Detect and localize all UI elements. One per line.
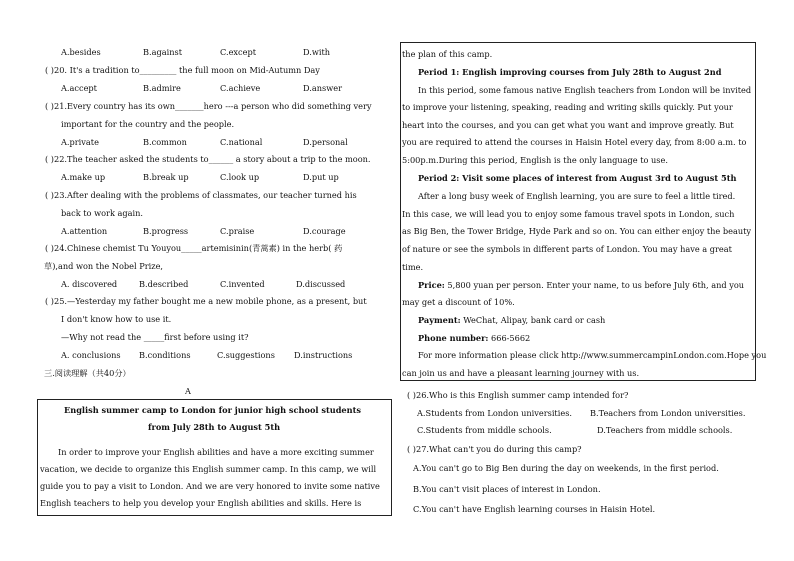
passage-line: you are required to attend the courses in Haisin Hotel every day, from 8:00 a.m. to [402,137,747,147]
passage-line: English teachers to help you develop your English abilities and skills. Here is [40,498,362,508]
q19-option-b[interactable]: B.against [143,47,183,57]
passage-line: vacation, we decide to organize this English summer camp. In this camp, we will [40,464,377,474]
q25-stem-line2: I don't know how to use it. [61,314,172,324]
q21-option-d[interactable]: D.personal [303,137,348,147]
q21-option-a[interactable]: A.private [61,137,99,147]
passage-line: of nature or see the symbols in different parts of London. You may have a great [402,244,732,254]
q23-option-c[interactable]: C.praise [220,226,255,236]
section-heading: 三.阅读理解（共40分） [44,368,131,378]
q19-option-a[interactable]: A.besides [61,47,101,57]
passage-letter: A [185,386,191,396]
q20-option-c[interactable]: C.achieve [220,83,261,93]
period2-heading: Period 2: Visit some places of interest from August 3rd to August 5th [418,173,737,183]
passage-box-left [37,399,392,516]
q25-option-d[interactable]: D.instructions [294,350,353,360]
q23-option-d[interactable]: D.courage [303,226,346,236]
q26-option-c[interactable]: C.Students from middle schools. [417,425,552,435]
q23-stem-line1: ( )23.After dealing with the problems of classmates, our teacher turned his [45,190,357,200]
period1-heading: Period 1: English improving courses from July 28th to August 2nd [418,67,722,77]
q20-option-b[interactable]: B.admire [143,83,181,93]
payment-line [418,315,605,326]
q19-option-c[interactable]: C.except [220,47,256,57]
q24-option-a[interactable]: A. discovered [61,279,118,289]
q27-option-b[interactable]: B.You can't visit places of interest in London. [413,484,601,494]
q26-option-d[interactable]: D.Teachers from middle schools. [597,425,733,435]
price-text: 5,800 yuan per person. Enter your name, to us before July 6th, and you [444,280,745,290]
q26-stem: ( )26.Who is this English summer camp intended for? [407,390,629,400]
q21-stem-line2: important for the country and the people. [61,119,235,129]
q25-option-a[interactable]: A. conclusions [61,350,121,360]
q24-option-d[interactable]: D.discussed [296,279,346,289]
passage-line: may get a discount of 10%. [402,297,515,307]
passage-line: guide you to pay a visit to London. And we are very honored to invite some native [40,481,380,491]
q24-option-c[interactable]: C.invented [220,279,265,289]
camp-title-line2: from July 28th to August 5th [148,422,281,432]
q23-stem-line2: back to work again. [61,208,144,218]
q20-stem: ( )20. It's a tradition to_________ the full moon on Mid-Autumn Day [45,65,320,75]
passage-line: In order to improve your English abilities and have a more exciting summer [58,447,374,457]
q27-stem: ( )27.What can't you do during this camp? [407,444,582,454]
passage-line: the plan of this camp. [402,49,493,59]
price-label: Price: [418,280,445,290]
q27-option-c[interactable]: C.You can't have English learning courses in Haisin Hotel. [413,504,656,514]
q27-option-a[interactable]: A.You can't go to Big Ben during the day on weekends, in the first period. [413,463,719,473]
passage-line: In this period, some famous native English teachers from London will be invited [418,85,752,95]
passage-line: can join us and have a pleasant learning journey with us. [402,368,640,378]
passage-line: In this case, we will lead you to enjoy some famous travel spots in London, such [402,209,735,219]
q21-stem-line1: ( )21.Every country has its own_______hero ---a person who did something very [45,101,372,111]
q22-option-c[interactable]: C.look up [220,172,260,182]
camp-title-line1: English summer camp to London for junior high school students [64,405,361,415]
q26-option-b[interactable]: B.Teachers from London universities. [590,408,746,418]
q24-option-b[interactable]: B.described [139,279,189,289]
q23-option-b[interactable]: B.progress [143,226,189,236]
q23-option-a[interactable]: A.attention [61,226,108,236]
passage-box-right [400,42,767,381]
passage-line: After a long busy week of English learning, you are sure to feel a little tired. [418,191,736,201]
q20-option-a[interactable]: A.accept [61,83,97,93]
phone-value: 666-5662 [488,333,531,343]
q21-option-b[interactable]: B.common [143,137,187,147]
q22-option-b[interactable]: B.break up [143,172,189,182]
q21-option-c[interactable]: C.national [220,137,263,147]
q22-option-d[interactable]: D.put up [303,172,339,182]
q25-option-b[interactable]: B.conditions [139,350,191,360]
passage-line: as Big Ben, the Tower Bridge, Hyde Park and so on. You can either enjoy the beauty [402,226,752,236]
q25-stem-line3: —Why not read the _____first before using it? [61,332,249,342]
passage-line: heart into the courses, and you can get what you want and improve greatly. But [402,120,734,130]
passage-line: 5:00p.m.During this period, English is the only language to use. [402,155,668,165]
phone-label: Phone number: [418,333,489,343]
price-line [418,280,744,291]
passage-line: time. [402,262,424,272]
q22-option-a[interactable]: A.make up [61,172,106,182]
q24-stem-line2: 草),and won the Nobel Prize, [44,261,164,271]
passage-line: to improve your listening, speaking, reading and writing skills quickly. Put your [402,102,733,112]
payment-value: WeChat, Alipay, bank card or cash [460,315,606,325]
q22-stem: ( )22.The teacher asked the students to______ a story about a trip to the moon. [45,154,371,164]
phone-line [418,333,530,344]
q24-stem-line1: ( )24.Chinese chemist Tu Youyou_____artemisinin(青蒿素) in the herb( 药 [45,243,343,253]
q26-option-a[interactable]: A.Students from London universities. [417,408,572,418]
q25-stem-line1: ( )25.—Yesterday my father bought me a new mobile phone, as a present, but [45,296,367,306]
q25-option-c[interactable]: C.suggestions [217,350,275,360]
q20-option-d[interactable]: D.answer [303,83,342,93]
info-line[interactable]: For more information please click http://www.summercampinLondon.com.Hope you [418,350,767,360]
q19-option-d[interactable]: D.with [303,47,331,57]
payment-label: Payment: [418,315,461,325]
